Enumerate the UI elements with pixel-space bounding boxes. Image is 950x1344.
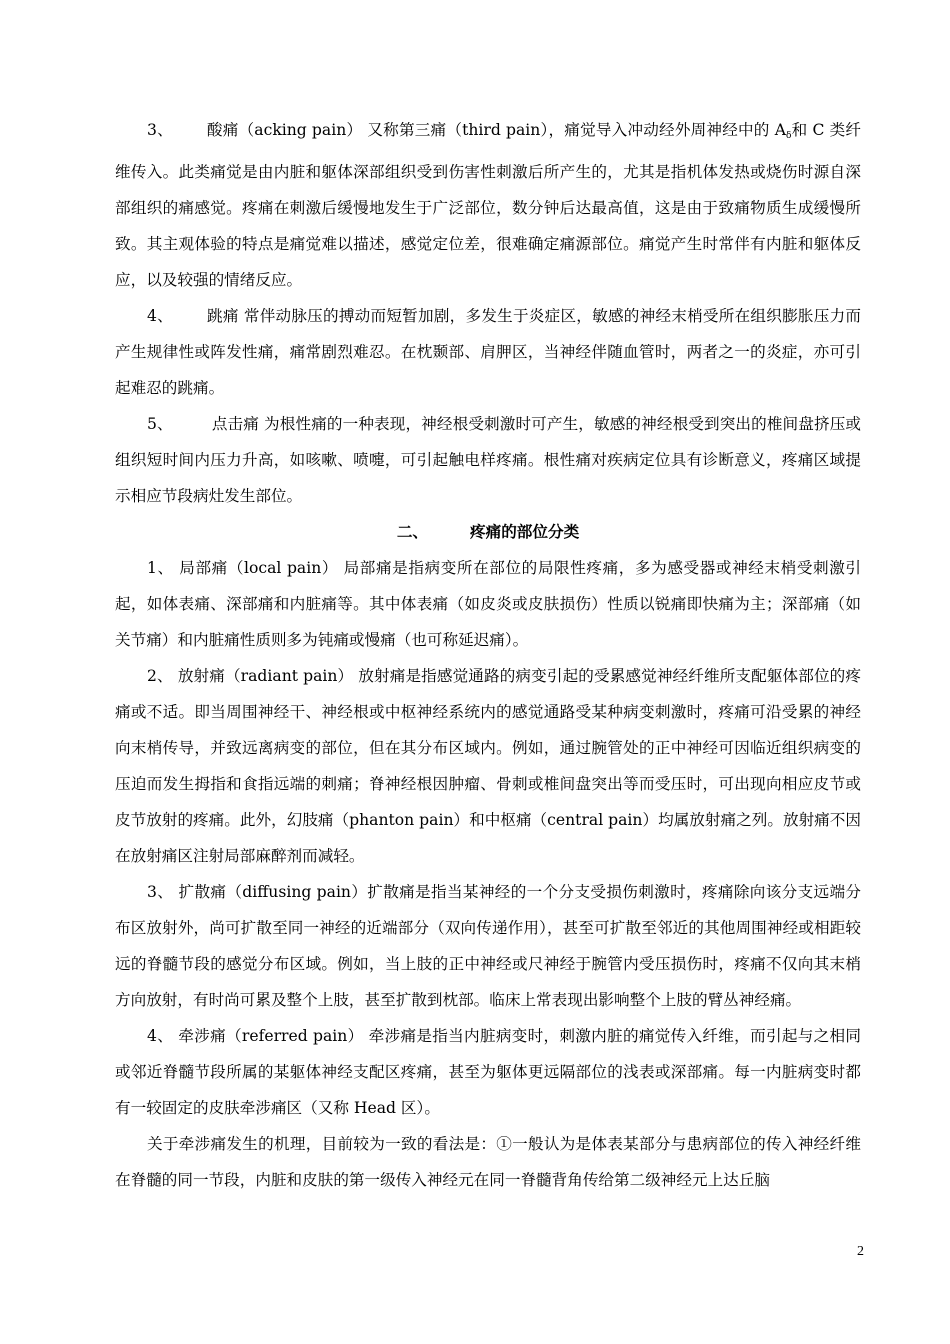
section-number: 二、	[396, 523, 429, 541]
item-number: 3、	[147, 121, 173, 139]
paragraph-mechanism: 关于牵涉痛发生的机理，目前较为一致的看法是：①一般认为是体表某部分与患病部位的传入神经纤维在脊髓的同一节段，内脏和皮肤的第一级传入神经元在同一脊髓背角传给第二级神经元上达丘脑	[115, 1135, 861, 1189]
paragraph-click-pain	[115, 406, 861, 514]
item-title: 跳痛	[207, 307, 239, 325]
paragraph-referred-pain: 4、 牵涉痛（referred pain） 牵涉痛是指当内脏病变时，刺激内脏的痛觉传入纤维，而引起与之相同或邻近脊髓节段所属的某躯体神经支配区疼痛，甚至为躯体更远隔部位的浅表或深部痛。每一内脏病变时都有一较固定的皮肤牵涉痛区（又称 Head 区）。	[115, 1027, 861, 1117]
item-text: 为根性痛的一种表现，神经根受刺激时可产生，敏感的神经根受到突出的椎间盘挤压或组织短时间内压力升高，如咳嗽、喷嚏，可引起触电样疼痛。根性痛对疾病定位具有诊断意义，疼痛区域提示相应节段病灶发生部位。	[115, 415, 861, 505]
section-title: 疼痛的部位分类	[470, 523, 580, 541]
paragraph-aching-pain	[115, 112, 861, 298]
subscript-delta: δ	[785, 131, 792, 141]
item-text: 又称第三痛（third pain），痛觉导入冲动经外周神经中的 A	[362, 121, 786, 139]
section-heading	[115, 514, 861, 550]
paragraph-diffusing-pain: 3、 扩散痛（diffusing pain）扩散痛是指当某神经的一个分支受损伤刺激时，疼痛除向该分支远端分布区放射外，尚可扩散至同一神经的近端部分（双向传递作用），甚至可扩散至邻近的其他周围神经或相距较远的脊髓节段的感觉分布区域。例如，当上肢的正中神经或尺神经于腕管内受压损伤时，疼痛不仅向其末梢方向放射，有时尚可累及整个上肢，甚至扩散到枕部。临床上常表现出影响整个上肢的臂丛神经痛。	[115, 883, 861, 1009]
item-text-cont: 和 C 类纤维传入。此类痛觉是由内脏和躯体深部组织受到伤害性刺激后所产生的，尤其是指机体发热或烧伤时源自深部组织的痛感觉。疼痛在刺激后缓慢地发生于广泛部位，数分钟后达最高值，这是由于致痛物质生成缓慢所致。其主观体验的特点是痛觉难以描述，感觉定位差，很难确定痛源部位。痛觉产生时常伴有内脏和躯体反应，以及较强的情绪反应。	[115, 121, 862, 289]
item-number: 5、	[147, 415, 173, 433]
item-title: 酸痛（acking pain）	[206, 121, 363, 139]
paragraph-local-pain: 1、 局部痛（local pain） 局部痛是指病变所在部位的局限性疼痛，多为感受器或神经末梢受刺激引起，如体表痛、深部痛和内脏痛等。其中体表痛（如皮炎或皮肤损伤）性质以锐痛即快痛为主；深部痛（如关节痛）和内脏痛性质则多为钝痛或慢痛（也可称延迟痛）。	[115, 559, 861, 649]
paragraph-throbbing-pain	[115, 298, 861, 406]
item-title: 点击痛	[206, 415, 259, 433]
document-body	[115, 112, 861, 1198]
page-number: 2	[857, 1244, 864, 1259]
item-text: 常伴动脉压的搏动而短暂加剧，多发生于炎症区，敏感的神经末梢受所在组织膨胀压力而产生规律性或阵发性痛，痛常剧烈难忍。在枕颞部、肩胛区，当神经伴随血管时，两者之一的炎症，亦可引起难忍的跳痛。	[115, 307, 861, 397]
item-number: 4、	[147, 307, 173, 325]
paragraph-radiant-pain: 2、 放射痛（radiant pain） 放射痛是指感觉通路的病变引起的受累感觉神经纤维所支配躯体部位的疼痛或不适。即当周围神经干、神经根或中枢神经系统内的感觉通路受某种病变刺激时，疼痛可沿受累的神经向末梢传导，并致远离病变的部位，但在其分布区域内。例如，通过腕管处的正中神经可因临近组织病变的压迫而发生拇指和食指远端的刺痛；脊神经根因肿瘤、骨刺或椎间盘突出等而受压时，可出现向相应皮节或皮节放射的疼痛。此外，幻肢痛（phanton pain）和中枢痛（central pain）均属放射痛之列。放射痛不因在放射痛区注射局部麻醉剂而减轻。	[115, 667, 861, 865]
